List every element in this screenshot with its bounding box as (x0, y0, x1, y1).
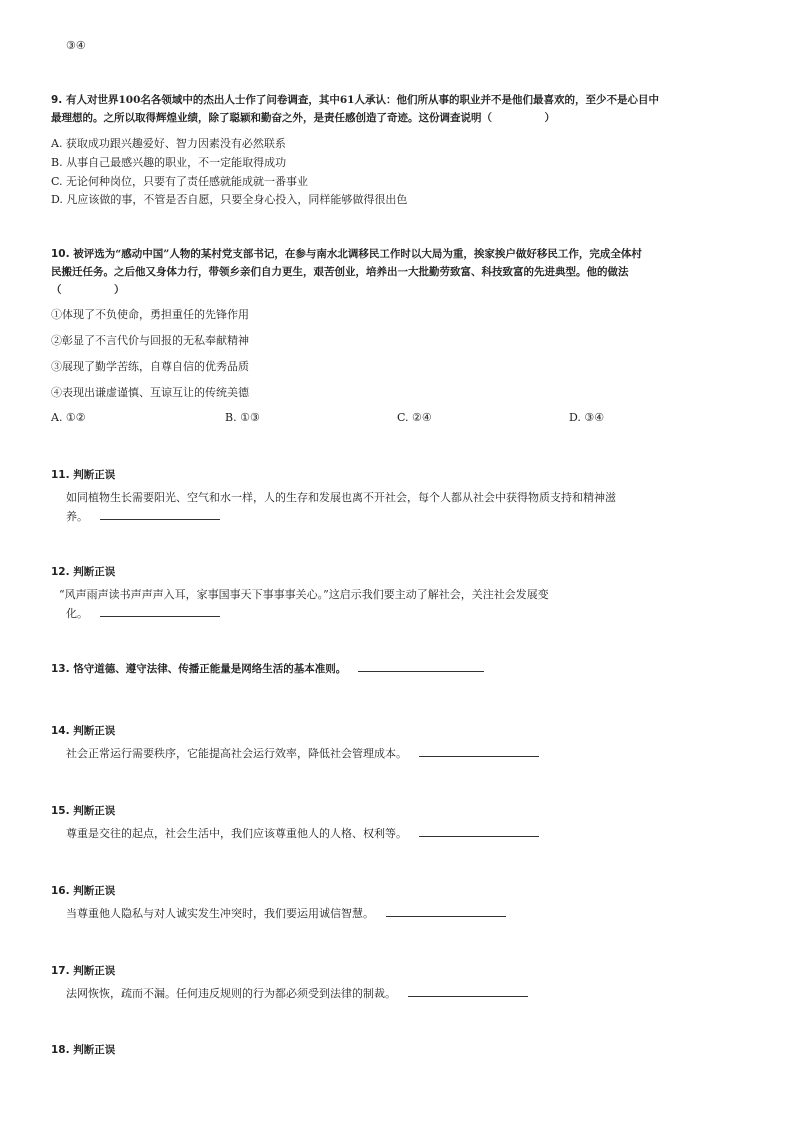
answer-blank[interactable] (386, 906, 506, 917)
question-12-header (51, 563, 115, 582)
question-11-header (51, 466, 115, 485)
question-10-statement-2: ②彰显了不言代价与回报的无私奉献精神 (51, 334, 249, 347)
question-type-label: 判断正误 (73, 725, 116, 737)
question-number: 10. (51, 248, 70, 260)
question-9-option-c[interactable]: C. 无论何种岗位，只要有了责任感就能成就一番事业 (51, 175, 309, 188)
answer-blank[interactable] (408, 986, 528, 997)
answer-blank[interactable] (100, 509, 220, 520)
question-10-option-c[interactable]: C. ②④ (397, 411, 432, 424)
question-11-text-line-2: 养。 (66, 509, 220, 525)
question-9-option-a[interactable]: A. 获取成功跟兴趣爱好、智力因素没有必然联系 (51, 137, 286, 150)
question-number: 17. (51, 965, 70, 977)
question-15-text: 尊重是交往的起点，社会生活中，我们应该尊重他人的人格、权利等。 (66, 826, 539, 842)
question-15-header (51, 802, 115, 821)
question-10-stem-line-2: 民搬迁任务。之后他又身体力行，带领乡亲们自力更生，艰苦创业，培养出一大批勤劳致富、科技致富的先进典型。他的做法 (51, 266, 629, 278)
question-16-text: 当尊重他人隐私与对人诚实发生冲突时，我们要运用诚信智慧。 (66, 906, 506, 922)
question-number: 9. (51, 94, 63, 106)
question-type-label: 判断正误 (73, 1044, 116, 1056)
question-type-label: 判断正误 (73, 805, 116, 817)
question-type-label: 判断正误 (73, 566, 116, 578)
question-12-text-line-2: 化。 (66, 606, 220, 622)
question-14-header (51, 722, 115, 741)
question-12-text-line-1: “风声雨声读书声声声入耳，家事国事天下事事事关心。”这启示我们要主动了解社会，关注社会发展变 (59, 588, 549, 601)
question-10-option-b[interactable]: B. ①③ (225, 411, 260, 424)
question-14-text: 社会正常运行需要秩序，它能提高社会运行效率，降低社会管理成本。 (66, 746, 539, 762)
question-16-header (51, 882, 115, 901)
question-10-option-a[interactable]: A. ①② (51, 411, 86, 424)
question-type-label: 判断正误 (73, 965, 116, 977)
question-9-stem-line-2: 最理想的。之所以取得辉煌业绩，除了聪颖和勤奋之外，是责任感创造了奇迹。这份调查说明（ ） (51, 112, 555, 124)
question-11-text-line-1: 如同植物生长需要阳光、空气和水一样，人的生存和发展也离不开社会，每个人都从社会中获得物质支持和精神滋 (66, 491, 616, 504)
question-number: 11. (51, 469, 70, 481)
answer-blank[interactable] (419, 746, 539, 757)
question-number: 14. (51, 725, 70, 737)
question-10-statement-1: ①体现了不负使命，勇担重任的先锋作用 (51, 308, 249, 321)
question-10-stem-line-1: 10. 被评选为“感动中国”人物的某村党支部书记，在参与南水北调移民工作时以大局为重，挨家挨户做好移民工作，完成全体村 (51, 248, 642, 260)
question-17-text: 法网恢恢，疏而不漏。任何违反规则的行为都必须受到法律的制裁。 (66, 986, 528, 1002)
question-10-statement-4: ④表现出谦虚谨慎、互谅互让的传统美德 (51, 386, 249, 399)
question-number: 13. (51, 663, 70, 675)
question-10-statement-3: ③展现了勤学苦练，自尊自信的优秀品质 (51, 360, 249, 373)
question-10-stem-line-3: （ ） (51, 284, 125, 296)
question-type-label: 判断正误 (73, 885, 116, 897)
question-type-label: 判断正误 (73, 469, 116, 481)
question-number: 15. (51, 805, 70, 817)
question-13-stem: 13. 恪守道德、遵守法律、传播正能量是网络生活的基本准则。 (51, 660, 484, 679)
question-18-header (51, 1041, 115, 1060)
answer-blank[interactable] (419, 826, 539, 837)
answer-blank[interactable] (358, 661, 484, 672)
question-number: 18. (51, 1044, 70, 1056)
question-17-header (51, 962, 115, 981)
question-10-option-d[interactable]: D. ③④ (569, 411, 605, 424)
question-9-option-b[interactable]: B. 从事自己最感兴趣的职业，不一定能取得成功 (51, 156, 287, 169)
question-number: 12. (51, 566, 70, 578)
previous-question-option-fragment: ③④ (66, 39, 86, 52)
answer-blank[interactable] (100, 606, 220, 617)
question-9-option-d[interactable]: D. 凡应该做的事，不管是否自愿，只要全身心投入，同样能够做得很出色 (51, 193, 408, 206)
question-number: 16. (51, 885, 70, 897)
question-9-stem-line-1: 9. 有人对世界100名各领域中的杰出人士作了问卷调查，其中61人承认：他们所从事的职业并不是他们最喜欢的，至少不是心目中 (51, 94, 659, 106)
